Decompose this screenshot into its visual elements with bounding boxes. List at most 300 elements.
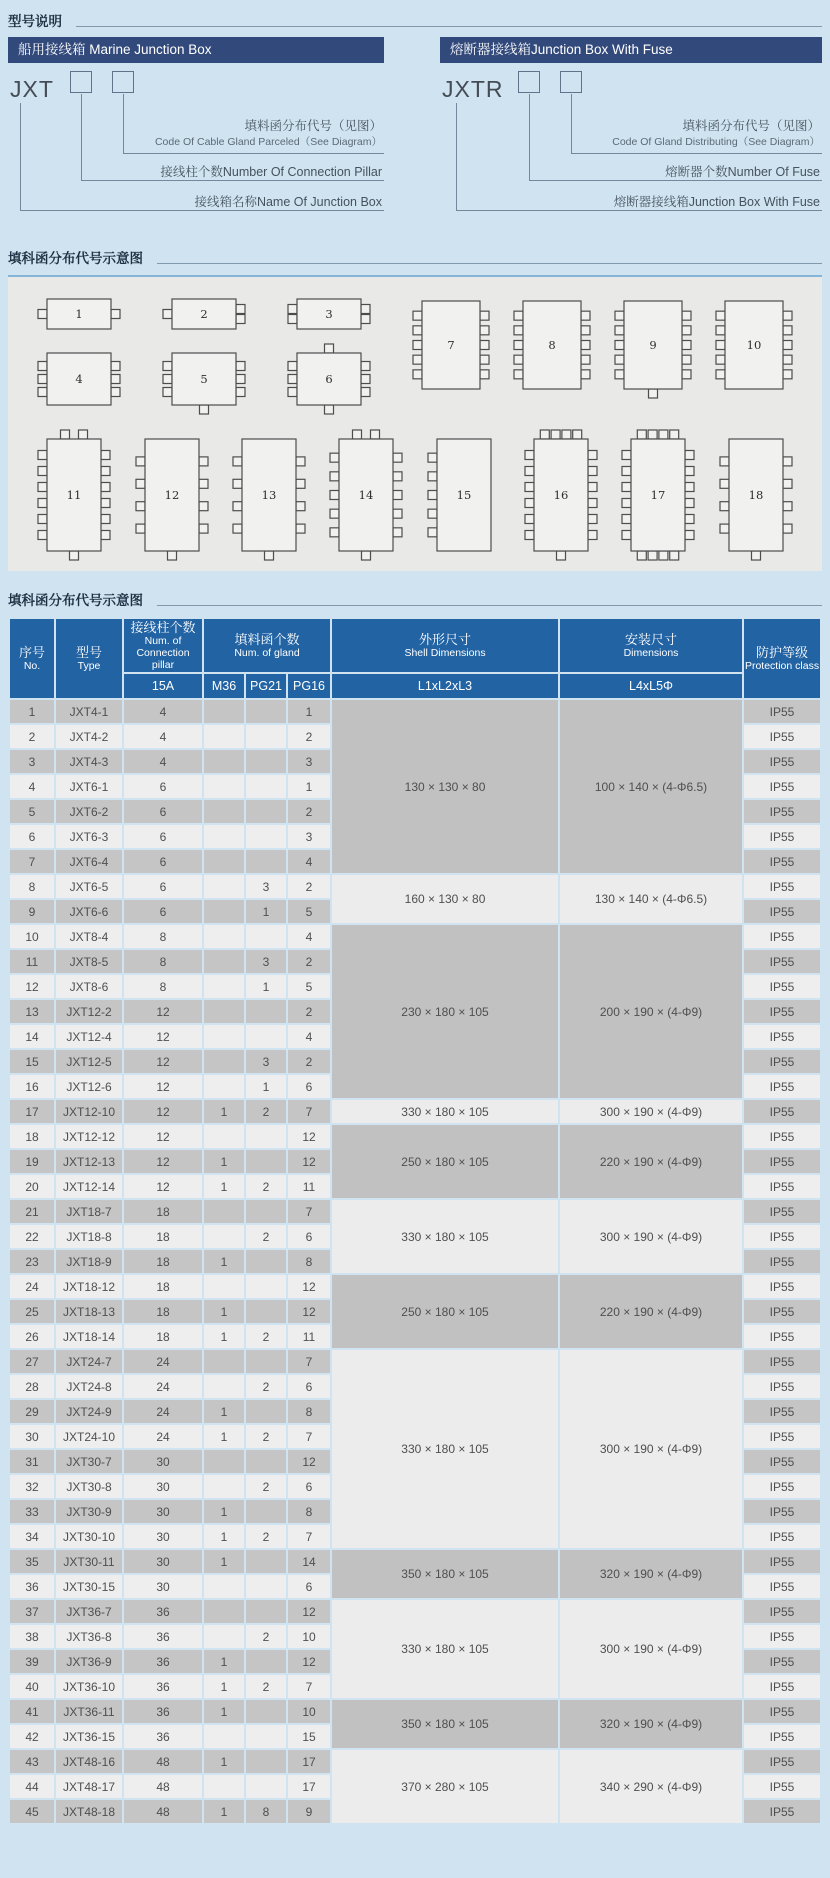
spec-row <box>10 1200 820 1223</box>
protection-class-cell: IP55 <box>744 825 820 848</box>
label-zh: 填料函分布代号（见图） <box>244 119 382 133</box>
serial-cell: 41 <box>10 1700 54 1723</box>
pillar-15a-cell: 12 <box>124 1150 202 1173</box>
svg-text:10: 10 <box>746 338 762 352</box>
gland-m36-cell: 1 <box>204 1550 244 1573</box>
gland-pg21-cell <box>246 1650 286 1673</box>
spec-row <box>10 925 820 948</box>
mounting-dimension-cell: 300 × 190 × (4-Φ9) <box>560 1200 742 1273</box>
serial-cell: 28 <box>10 1375 54 1398</box>
shapes-1-to-6 <box>16 287 391 417</box>
type-cell: JXT12-2 <box>56 1000 122 1023</box>
jxtr-gland-code-box <box>560 71 582 93</box>
gland-shape-8 <box>511 289 593 401</box>
model-code-diagrams <box>8 67 822 223</box>
gland-shape-17 <box>619 427 697 563</box>
gland-pg21-cell <box>246 775 286 798</box>
gland-pg16-cell: 11 <box>288 1175 330 1198</box>
gland-pg16-cell: 2 <box>288 950 330 973</box>
gland-pg16-cell: 17 <box>288 1775 330 1798</box>
jxtr-code-text: JXTR <box>442 76 504 102</box>
pillar-15a-cell: 36 <box>124 1675 202 1698</box>
protection-class-cell: IP55 <box>744 1175 820 1198</box>
gland-pg16-cell: 6 <box>288 1575 330 1598</box>
serial-cell: 7 <box>10 850 54 873</box>
gland-shape-2 <box>160 287 248 341</box>
gland-pg16-cell: 7 <box>288 1525 330 1548</box>
protection-class-cell: IP55 <box>744 800 820 823</box>
junction-box-outline <box>522 427 600 563</box>
gland-shape-5 <box>160 341 248 417</box>
gland-m36-cell: 1 <box>204 1250 244 1273</box>
gland-pg21-cell <box>246 1300 286 1323</box>
mounting-dimension-cell: 320 × 190 × (4-Φ9) <box>560 1550 742 1598</box>
serial-cell: 24 <box>10 1275 54 1298</box>
gland-m36-cell <box>204 1125 244 1148</box>
protection-class-cell: IP55 <box>744 900 820 923</box>
protection-class-cell: IP55 <box>744 975 820 998</box>
serial-cell: 19 <box>10 1150 54 1173</box>
pillar-15a-cell: 48 <box>124 1750 202 1773</box>
pillar-15a-cell: 24 <box>124 1425 202 1448</box>
type-cell: JXT12-14 <box>56 1175 122 1198</box>
gland-shape-7 <box>410 289 492 401</box>
type-cell: JXT12-12 <box>56 1125 122 1148</box>
jxtr-fuse-count-label: 熔断器个数Number Of Fuse <box>665 165 820 179</box>
svg-text:1: 1 <box>74 307 83 321</box>
protection-class-cell: IP55 <box>744 1425 820 1448</box>
mounting-dimension-cell: 130 × 140 × (4-Φ6.5) <box>560 875 742 923</box>
serial-cell: 37 <box>10 1600 54 1623</box>
gland-pg16-cell: 15 <box>288 1725 330 1748</box>
gland-pg16-cell: 8 <box>288 1400 330 1423</box>
jxtr-fuse-count-box <box>518 71 540 93</box>
pillar-15a-cell: 30 <box>124 1525 202 1548</box>
protection-class-cell: IP55 <box>744 1625 820 1648</box>
junction-box-outline <box>410 289 492 401</box>
shell-dimension-cell: 350 × 180 × 105 <box>332 1700 558 1748</box>
serial-cell: 1 <box>10 700 54 723</box>
spec-table-section-header <box>8 589 822 609</box>
gland-pg16-cell: 12 <box>288 1600 330 1623</box>
gland-shape-3 <box>285 287 373 341</box>
gland-shape-13 <box>230 427 308 563</box>
gland-shape-9 <box>612 289 694 401</box>
type-cell: JXT8-6 <box>56 975 122 998</box>
title-rule <box>76 26 822 27</box>
gland-pg16-cell: 17 <box>288 1750 330 1773</box>
protection-class-cell: IP55 <box>744 1325 820 1348</box>
protection-class-cell: IP55 <box>744 1700 820 1723</box>
serial-cell: 5 <box>10 800 54 823</box>
pillar-15a-cell: 36 <box>124 1625 202 1648</box>
type-cell: JXT8-4 <box>56 925 122 948</box>
gland-pg21-cell <box>246 1275 286 1298</box>
gland-m36-cell: 1 <box>204 1100 244 1123</box>
gland-m36-cell <box>204 1200 244 1223</box>
type-cell: JXT24-10 <box>56 1425 122 1448</box>
protection-class-cell: IP55 <box>744 1150 820 1173</box>
protection-class-cell: IP55 <box>744 1650 820 1673</box>
type-cell: JXT24-7 <box>56 1350 122 1373</box>
gland-pg21-cell <box>246 800 286 823</box>
junction-box-outline <box>133 427 211 563</box>
gland-pg21-cell: 1 <box>246 975 286 998</box>
gland-pg21-cell <box>246 1025 286 1048</box>
gland-diagram-title: 填科函分布代号示意图 <box>8 251 143 266</box>
svg-text:5: 5 <box>199 372 208 386</box>
protection-class-cell: IP55 <box>744 1275 820 1298</box>
svg-text:11: 11 <box>67 488 82 502</box>
shell-dimension-cell: 330 × 180 × 105 <box>332 1100 558 1123</box>
gland-m36-cell: 1 <box>204 1650 244 1673</box>
jxtr-model-diagram <box>440 67 822 223</box>
gland-pg21-cell <box>246 725 286 748</box>
gland-pg21-cell <box>246 1000 286 1023</box>
header-en: Protection class <box>744 660 820 672</box>
shell-dimension-cell: 250 × 180 × 105 <box>332 1275 558 1348</box>
pillar-15a-cell: 30 <box>124 1550 202 1573</box>
protection-class-cell: IP55 <box>744 1050 820 1073</box>
junction-box-outline <box>327 427 405 563</box>
spec-row <box>10 1700 820 1723</box>
protection-class-cell: IP55 <box>744 1600 820 1623</box>
pillar-15a-cell: 8 <box>124 925 202 948</box>
protection-class-cell: IP55 <box>744 1350 820 1373</box>
type-cell: JXT6-1 <box>56 775 122 798</box>
protection-class-cell: IP55 <box>744 1475 820 1498</box>
gland-pg16-cell: 1 <box>288 775 330 798</box>
gland-m36-cell <box>204 925 244 948</box>
serial-cell: 9 <box>10 900 54 923</box>
gland-m36-cell <box>204 1350 244 1373</box>
serial-cell: 13 <box>10 1000 54 1023</box>
gland-m36-cell: 1 <box>204 1300 244 1323</box>
pillar-15a-cell: 4 <box>124 700 202 723</box>
header-zh: 安装尺寸 <box>625 632 678 647</box>
connector-line <box>456 103 457 210</box>
pillar-15a-cell: 4 <box>124 725 202 748</box>
type-cell: JXT36-9 <box>56 1650 122 1673</box>
protection-class-cell: IP55 <box>744 950 820 973</box>
serial-cell: 21 <box>10 1200 54 1223</box>
gland-pg16-cell: 8 <box>288 1500 330 1523</box>
mounting-dimension-cell: 220 × 190 × (4-Φ9) <box>560 1275 742 1348</box>
connector-line <box>571 153 822 154</box>
gland-m36-cell: 1 <box>204 1400 244 1423</box>
connector-line <box>529 94 530 180</box>
pillar-15a-cell: 30 <box>124 1450 202 1473</box>
gland-m36-cell <box>204 1075 244 1098</box>
gland-pg21-cell: 2 <box>246 1525 286 1548</box>
gland-m36-cell <box>204 1725 244 1748</box>
gland-pg16-cell: 3 <box>288 750 330 773</box>
gland-pg16-cell: 5 <box>288 975 330 998</box>
pillar-15a-cell: 12 <box>124 1075 202 1098</box>
subheader-pg16: PG16 <box>288 674 330 698</box>
gland-pg21-cell: 2 <box>246 1675 286 1698</box>
pillar-15a-cell: 6 <box>124 875 202 898</box>
subheader-mount: L4xL5Φ <box>560 674 742 698</box>
protection-class-cell: IP55 <box>744 875 820 898</box>
junction-box-outline <box>160 341 248 417</box>
protection-class-cell: IP55 <box>744 1400 820 1423</box>
header-en: Type <box>77 660 101 672</box>
pillar-15a-cell: 12 <box>124 1175 202 1198</box>
pillar-15a-cell: 12 <box>124 1050 202 1073</box>
shell-dimension-cell: 130 × 130 × 80 <box>332 700 558 873</box>
header-zh: 防护等级 <box>756 645 809 660</box>
shell-dimension-cell: 330 × 180 × 105 <box>332 1200 558 1273</box>
gland-pg21-cell <box>246 1575 286 1598</box>
spec-row <box>10 1600 820 1623</box>
protection-class-cell: IP55 <box>744 1375 820 1398</box>
connector-line <box>123 153 384 154</box>
pillar-15a-cell: 12 <box>124 1025 202 1048</box>
pillar-15a-cell: 6 <box>124 825 202 848</box>
type-cell: JXT18-9 <box>56 1250 122 1273</box>
spec-row <box>10 1750 820 1773</box>
connector-line <box>571 94 572 153</box>
type-cell: JXT4-2 <box>56 725 122 748</box>
gland-m36-cell <box>204 800 244 823</box>
model-banners <box>8 37 822 63</box>
type-cell: JXT30-9 <box>56 1500 122 1523</box>
type-cell: JXT30-10 <box>56 1525 122 1548</box>
shell-dimension-cell: 330 × 180 × 105 <box>332 1350 558 1548</box>
col-header-pillar-count <box>124 619 202 672</box>
jxt-pillar-count-label: 接线柱个数Number Of Connection Pillar <box>160 165 382 179</box>
junction-box-outline <box>35 341 123 417</box>
gland-shape-1 <box>35 287 123 341</box>
gland-m36-cell: 1 <box>204 1750 244 1773</box>
serial-cell: 11 <box>10 950 54 973</box>
protection-class-cell: IP55 <box>744 850 820 873</box>
serial-cell: 44 <box>10 1775 54 1798</box>
gland-m36-cell: 1 <box>204 1700 244 1723</box>
protection-class-cell: IP55 <box>744 1200 820 1223</box>
gland-diagram-section-header <box>8 247 822 267</box>
gland-m36-cell <box>204 700 244 723</box>
gland-pg21-cell: 2 <box>246 1375 286 1398</box>
jxt-code-text: JXT <box>10 76 54 102</box>
svg-text:14: 14 <box>358 488 374 502</box>
subheader-15a: 15A <box>124 674 202 698</box>
serial-cell: 22 <box>10 1225 54 1248</box>
header-zh: 序号 <box>18 645 45 660</box>
label-en: Code Of Cable Gland Parceled（See Diagram） <box>154 136 382 148</box>
svg-text:17: 17 <box>650 488 666 502</box>
gland-pg16-cell: 4 <box>288 1025 330 1048</box>
gland-pg16-cell: 6 <box>288 1375 330 1398</box>
svg-text:9: 9 <box>649 338 657 352</box>
gland-pg21-cell <box>246 825 286 848</box>
pillar-15a-cell: 48 <box>124 1800 202 1823</box>
gland-m36-cell <box>204 1225 244 1248</box>
gland-m36-cell <box>204 1025 244 1048</box>
diagram-row-2 <box>16 427 814 563</box>
serial-cell: 30 <box>10 1425 54 1448</box>
svg-text:15: 15 <box>456 488 471 502</box>
type-cell: JXT48-16 <box>56 1750 122 1773</box>
gland-m36-cell: 1 <box>204 1175 244 1198</box>
gland-pg21-cell <box>246 925 286 948</box>
svg-text:7: 7 <box>447 338 455 352</box>
gland-m36-cell: 1 <box>204 1675 244 1698</box>
gland-m36-cell: 1 <box>204 1500 244 1523</box>
gland-shape-12 <box>133 427 211 563</box>
gland-m36-cell <box>204 1625 244 1648</box>
jxtr-name-label: 熔断器接线箱Junction Box With Fuse <box>613 195 820 209</box>
type-cell: JXT18-12 <box>56 1275 122 1298</box>
type-cell: JXT30-15 <box>56 1575 122 1598</box>
gland-shape-14 <box>327 427 405 563</box>
protection-class-cell: IP55 <box>744 1300 820 1323</box>
spec-table-title: 填科函分布代号示意图 <box>8 593 143 608</box>
mounting-dimension-cell: 300 × 190 × (4-Φ9) <box>560 1600 742 1698</box>
junction-box-outline <box>511 289 593 401</box>
protection-class-cell: IP55 <box>744 1225 820 1248</box>
type-cell: JXT18-14 <box>56 1325 122 1348</box>
serial-cell: 23 <box>10 1250 54 1273</box>
junction-box-outline <box>612 289 694 401</box>
gland-pg16-cell: 8 <box>288 1250 330 1273</box>
gland-pg16-cell: 5 <box>288 900 330 923</box>
pillar-15a-cell: 24 <box>124 1400 202 1423</box>
jxtr-gland-code-label <box>612 117 820 149</box>
fuse-junction-box-banner: 熔断器接线箱Junction Box With Fuse <box>440 37 822 63</box>
pillar-15a-cell: 48 <box>124 1775 202 1798</box>
serial-cell: 25 <box>10 1300 54 1323</box>
gland-m36-cell <box>204 1275 244 1298</box>
pillar-15a-cell: 8 <box>124 950 202 973</box>
gland-m36-cell: 1 <box>204 1800 244 1823</box>
marine-junction-box-banner: 船用接线箱 Marine Junction Box <box>8 37 384 63</box>
pillar-15a-cell: 4 <box>124 750 202 773</box>
svg-text:6: 6 <box>324 372 333 386</box>
gland-pg21-cell <box>246 1200 286 1223</box>
protection-class-cell: IP55 <box>744 1750 820 1773</box>
spec-table <box>8 617 822 1825</box>
diagram-row-1 <box>16 287 814 417</box>
type-cell: JXT30-11 <box>56 1550 122 1573</box>
mounting-dimension-cell: 220 × 190 × (4-Φ9) <box>560 1125 742 1198</box>
gland-pg21-cell: 2 <box>246 1425 286 1448</box>
pillar-15a-cell: 36 <box>124 1650 202 1673</box>
serial-cell: 17 <box>10 1100 54 1123</box>
gland-pg21-cell: 8 <box>246 1800 286 1823</box>
type-cell: JXT6-5 <box>56 875 122 898</box>
mounting-dimension-cell: 100 × 140 × (4-Φ6.5) <box>560 700 742 873</box>
pillar-15a-cell: 36 <box>124 1725 202 1748</box>
svg-text:16: 16 <box>553 488 569 502</box>
gland-m36-cell <box>204 1575 244 1598</box>
col-header-shell-dimensions <box>332 619 558 672</box>
gland-pg21-cell <box>246 1550 286 1573</box>
pillar-15a-cell: 6 <box>124 800 202 823</box>
serial-cell: 27 <box>10 1350 54 1373</box>
gland-pg16-cell: 7 <box>288 1200 330 1223</box>
type-cell: JXT48-18 <box>56 1800 122 1823</box>
subheader-m36: M36 <box>204 674 244 698</box>
serial-cell: 32 <box>10 1475 54 1498</box>
gland-pg21-cell <box>246 1725 286 1748</box>
serial-cell: 29 <box>10 1400 54 1423</box>
gland-m36-cell <box>204 725 244 748</box>
gland-m36-cell <box>204 825 244 848</box>
gland-pg21-cell <box>246 1450 286 1473</box>
serial-cell: 12 <box>10 975 54 998</box>
gland-pg21-cell: 2 <box>246 1175 286 1198</box>
gland-pg16-cell: 9 <box>288 1800 330 1823</box>
pillar-15a-cell: 24 <box>124 1375 202 1398</box>
col-header-gland-count <box>204 619 330 672</box>
header-zh: 外形尺寸 <box>419 632 472 647</box>
gland-pg16-cell: 3 <box>288 825 330 848</box>
pillar-15a-cell: 18 <box>124 1225 202 1248</box>
serial-cell: 42 <box>10 1725 54 1748</box>
type-cell: JXT6-2 <box>56 800 122 823</box>
protection-class-cell: IP55 <box>744 1450 820 1473</box>
gland-pg21-cell <box>246 1250 286 1273</box>
shell-dimension-cell: 230 × 180 × 105 <box>332 925 558 1098</box>
type-cell: JXT18-7 <box>56 1200 122 1223</box>
serial-cell: 36 <box>10 1575 54 1598</box>
protection-class-cell: IP55 <box>744 1575 820 1598</box>
gland-pg21-cell <box>246 1700 286 1723</box>
gland-pg21-cell: 1 <box>246 900 286 923</box>
type-cell: JXT6-3 <box>56 825 122 848</box>
pillar-15a-cell: 18 <box>124 1200 202 1223</box>
pillar-15a-cell: 12 <box>124 1000 202 1023</box>
mounting-dimension-cell: 320 × 190 × (4-Φ9) <box>560 1700 742 1748</box>
pillar-15a-cell: 30 <box>124 1475 202 1498</box>
junction-box-outline <box>285 287 373 341</box>
protection-class-cell: IP55 <box>744 725 820 748</box>
gland-pg16-cell: 12 <box>288 1275 330 1298</box>
serial-cell: 3 <box>10 750 54 773</box>
gland-pg16-cell: 2 <box>288 800 330 823</box>
gland-shape-6 <box>285 341 373 417</box>
gland-m36-cell <box>204 975 244 998</box>
header-en: No. <box>23 660 41 672</box>
protection-class-cell: IP55 <box>744 1800 820 1823</box>
gland-pg21-cell: 3 <box>246 950 286 973</box>
gland-m36-cell: 1 <box>204 1325 244 1348</box>
type-cell: JXT12-4 <box>56 1025 122 1048</box>
title-rule <box>157 605 822 606</box>
col-header-mounting-dimensions <box>560 619 742 672</box>
gland-m36-cell <box>204 1000 244 1023</box>
gland-m36-cell <box>204 1775 244 1798</box>
protection-class-cell: IP55 <box>744 1550 820 1573</box>
type-cell: JXT48-17 <box>56 1775 122 1798</box>
protection-class-cell: IP55 <box>744 775 820 798</box>
pillar-15a-cell: 24 <box>124 1350 202 1373</box>
protection-class-cell: IP55 <box>744 1775 820 1798</box>
serial-cell: 33 <box>10 1500 54 1523</box>
spec-row <box>10 1275 820 1298</box>
gland-pg21-cell: 1 <box>246 1075 286 1098</box>
pillar-15a-cell: 8 <box>124 975 202 998</box>
type-cell: JXT18-13 <box>56 1300 122 1323</box>
mounting-dimension-cell: 340 × 290 × (4-Φ9) <box>560 1750 742 1823</box>
serial-cell: 15 <box>10 1050 54 1073</box>
type-cell: JXT36-8 <box>56 1625 122 1648</box>
type-cell: JXT12-5 <box>56 1050 122 1073</box>
junction-box-outline <box>425 427 503 563</box>
gland-pg16-cell: 2 <box>288 725 330 748</box>
